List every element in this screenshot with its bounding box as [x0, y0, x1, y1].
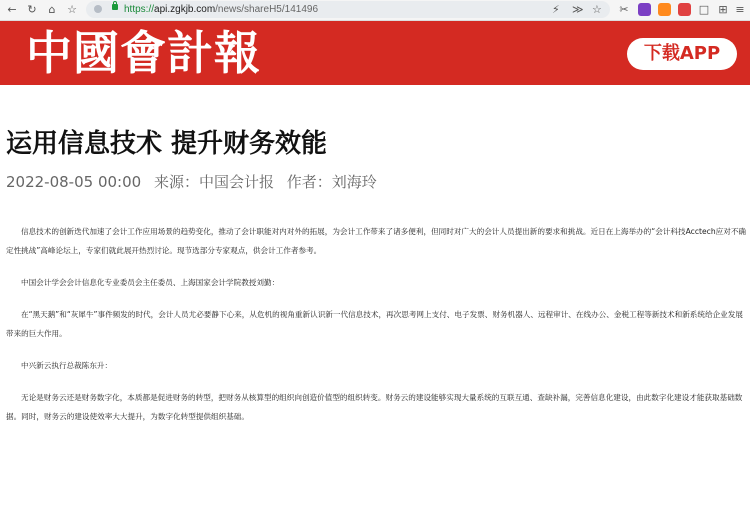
article-body: [6, 222, 750, 439]
extension-icon[interactable]: [638, 3, 651, 16]
article-author: 作者：刘海玲: [286, 173, 377, 191]
paragraph-quote-2: 无论是财务云还是财务数字化，本质都是促进财务的转型，把财务从核算型的组织向创造价值型的组织转变。财务云的建设能够实现大量系统的互联互通、查缺补漏，完善信息化建设，由此数字化建设才能获取基础数据。同时，财务云的建设使效率大大提升，为数字化转型提供组织基础。: [6, 393, 743, 421]
header-banner: [0, 21, 750, 85]
paragraph-speaker-1: 中国会计学会会计信息化专业委员会主任委员、上海国家会计学院教授刘勤：: [21, 278, 280, 287]
back-icon[interactable]: ←: [7, 3, 17, 16]
article-date: 2022-08-05 00:00: [6, 173, 142, 191]
share-icon[interactable]: ≫: [572, 3, 584, 16]
paragraph-speaker-2: 中兴新云执行总裁陈东升：: [21, 361, 113, 370]
url-path: /news/shareH5/141496: [215, 4, 319, 15]
lock-icon: [112, 4, 118, 10]
download-app-button[interactable]: 下载APP: [627, 38, 737, 70]
home-icon[interactable]: ⌂: [48, 3, 56, 16]
article-source: 来源：中国会计报: [153, 173, 274, 191]
menu-icon[interactable]: ≡: [735, 3, 745, 16]
url-scheme: https://: [124, 4, 155, 15]
logo: 中國會計報: [26, 26, 261, 80]
article-title: 运用信息技术 提升财务效能: [6, 129, 328, 159]
video-extension-icon[interactable]: [678, 3, 691, 16]
lightning-icon[interactable]: ⚡: [552, 3, 560, 16]
game-extension-icon[interactable]: [658, 3, 671, 16]
reload-icon[interactable]: ↻: [27, 3, 37, 16]
site-info-icon[interactable]: [94, 5, 102, 13]
paragraph-intro: 信息技术的创新迭代加速了会计工作应用场景的趋势变化，推动了会计职能对内对外的拓展，为会计工作带来了诸多便利，但同时对广大的会计人员提出新的要求和挑战。近日在上海举办的“会计科技Acctech应对不确定性挑战”高峰论坛上，专家们就此展开热烈讨论。现节选部分专家观点，供会计工作者参考。: [6, 227, 747, 255]
url-host: api.zgkjb.com: [154, 4, 216, 15]
scissors-icon[interactable]: ✂: [619, 3, 629, 16]
paragraph-quote-1: 在“黑天鹅”和“灰犀牛”事件频发的时代，会计人员尤必要静下心来，从危机的视角重新认识新一代信息技术，再次思考网上支付、电子发票、财务机器人、远程审计、在线办公、金税工程等新技术和新系统给企业发展带来的巨大作用。: [6, 310, 743, 338]
article-meta: [6, 170, 385, 194]
address-bar[interactable]: [86, 1, 610, 18]
bookmark-star-icon[interactable]: ☆: [67, 3, 77, 16]
browser-toolbar: [0, 0, 750, 21]
url-text[interactable]: [124, 1, 318, 18]
grid-icon[interactable]: ⊞: [718, 3, 728, 16]
favorite-star-icon[interactable]: ☆: [592, 3, 602, 16]
window-icon[interactable]: □: [698, 3, 710, 16]
